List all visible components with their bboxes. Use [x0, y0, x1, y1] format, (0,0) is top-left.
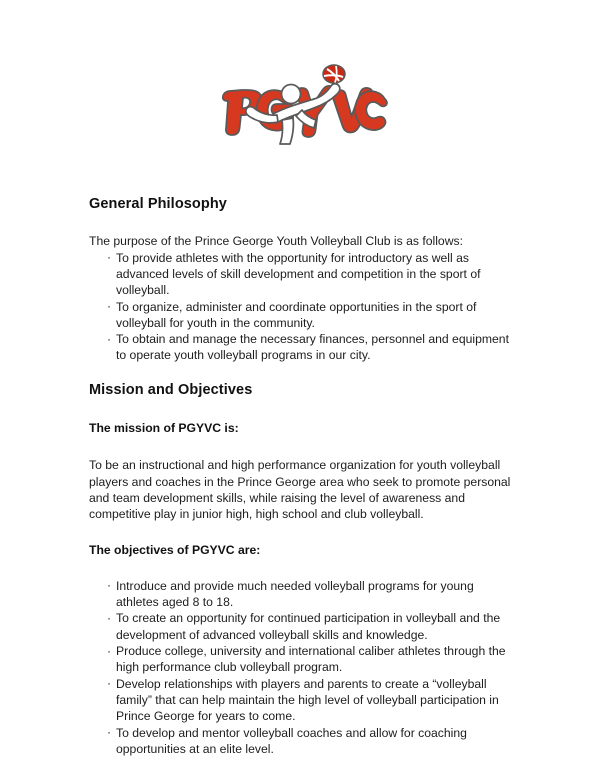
pgyvc-logo-icon — [213, 55, 388, 145]
section-heading-mission-and-objectives: Mission and Objectives — [89, 381, 253, 398]
volleyball-icon — [323, 65, 345, 83]
subheading-objectives: The objectives of PGYVC are: — [89, 542, 261, 557]
mission-statement-text: To be an instructional and high performance organization for youth volleyball players and coaches in the Prince George area who seek to promote personal and team development skills, while raising the level of awareness and competitive play in junior high, high school and club volleyball. — [89, 458, 511, 522]
section-heading-general-philosophy: General Philosophy — [89, 196, 227, 212]
list-item: · Produce college, university and international caliber athletes through the high performance club volleyball program. — [89, 643, 519, 676]
list-item: · To organize, administer and coordinate opportunities in the sport of volleyball for youth in the community. — [89, 299, 519, 332]
list-item: · To provide athletes with the opportunity for introductory as well as advanced levels of skill development and competition in the sport of volleyball. — [89, 250, 519, 299]
document-content — [89, 196, 519, 757]
pgyvc-logo — [0, 50, 600, 150]
general-philosophy-intro: The purpose of the Prince George Youth Volleyball Club is as follows: — [89, 234, 463, 249]
objectives-list — [89, 578, 519, 757]
general-philosophy-list — [89, 250, 519, 364]
list-item: · Introduce and provide much needed volleyball programs for young athletes aged 8 to 18. — [89, 578, 519, 611]
list-item: · To create an opportunity for continued participation in volleyball and the development of advanced volleyball skills and knowledge. — [89, 610, 519, 643]
list-item: · To obtain and manage the necessary finances, personnel and equipment to operate youth volleyball programs in our city. — [89, 331, 519, 364]
list-item: · To develop and mentor volleyball coaches and allow for coaching opportunities at an elite level. — [89, 725, 519, 758]
subheading-mission: The mission of PGYVC is: — [89, 421, 239, 436]
list-item: · Develop relationships with players and parents to create a “volleyball family” that can help maintain the high level of volleyball participation in Prince George for years to come. — [89, 676, 519, 725]
